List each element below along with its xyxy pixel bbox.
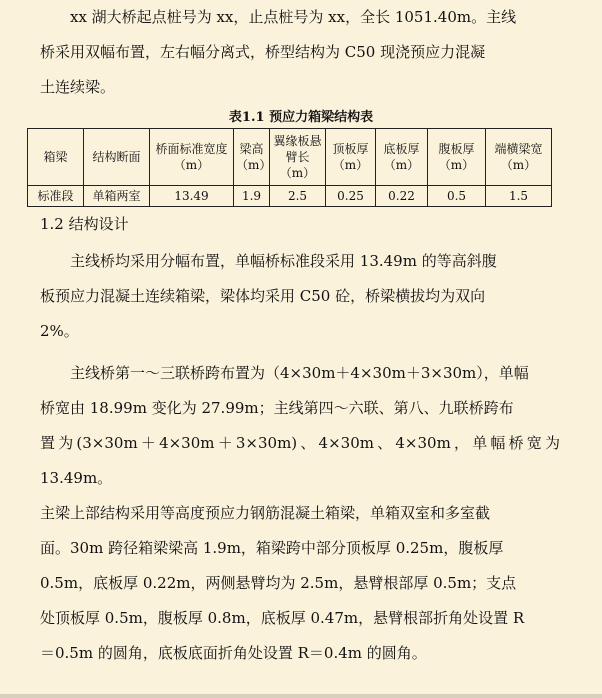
design-paragraph-1 — [40, 244, 560, 349]
box-girder-table — [27, 128, 552, 207]
paragraph-line: 面。30m 跨径箱梁梁高 1.9m，箱梁跨中部分顶板厚 0.25m，腹板厚 — [40, 539, 504, 557]
table-header-cell: 腹板厚（m） — [428, 129, 486, 186]
table-header-cell: 桥面标准宽度（m） — [150, 129, 234, 186]
intro-line: 土连续梁。 — [40, 78, 116, 96]
table-header-cell: 箱梁 — [28, 129, 84, 186]
table-cell: 1.9 — [234, 186, 270, 207]
paragraph-line: 主线桥第一～三联桥跨布置为（4×30m＋4×30m＋3×30m），单幅 — [70, 364, 529, 382]
table-header-cell: 端横梁宽（m） — [486, 129, 552, 186]
table-caption: 表1.1 预应力箱梁结构表 — [228, 110, 374, 125]
table-cell: 13.49 — [150, 186, 234, 207]
paragraph-line: 0.5m，底板厚 0.22m，两侧悬臂均为 2.5m，悬臂根部厚 0.5m；支点 — [40, 574, 517, 592]
table-cell: 1.5 — [486, 186, 552, 207]
paragraph-line: 2%。 — [40, 322, 79, 340]
intro-paragraph — [40, 0, 560, 105]
table-row — [28, 186, 552, 207]
paragraph-line: 处顶板厚 0.5m，腹板厚 0.8m，底板厚 0.47m，悬臂根部折角处设置 R — [40, 609, 525, 627]
table-cell: 0.22 — [376, 186, 428, 207]
intro-line: 桥采用双幅布置，左右幅分离式，桥型结构为 C50 现浇预应力混凝 — [40, 43, 486, 61]
paragraph-line: ＝0.5m 的圆角，底板底面折角处设置 R＝0.4m 的圆角。 — [40, 644, 427, 662]
paragraph-line: 主线桥均采用分幅布置，单幅桥标准段采用 13.49m 的等高斜腹 — [70, 252, 497, 270]
table-header-cell: 顶板厚（m） — [326, 129, 376, 186]
table-cell: 0.5 — [428, 186, 486, 207]
design-paragraph-2 — [40, 356, 560, 671]
table-header-cell: 梁高（m） — [234, 129, 270, 186]
table-cell: 标准段 — [28, 186, 84, 207]
paragraph-line: 桥宽由 18.99m 变化为 27.99m；主线第四～六联、第八、九联桥跨布 — [40, 399, 514, 417]
table-cell: 0.25 — [326, 186, 376, 207]
table-header-row — [28, 129, 552, 186]
table-header-cell: 结构断面 — [84, 129, 150, 186]
intro-line: xx 湖大桥起点桩号为 xx，止点桩号为 xx，全长 1051.40m。主线 — [70, 8, 517, 26]
table-header-cell: 底板厚（m） — [376, 129, 428, 186]
paragraph-line: 置为(3×30m＋4×30m＋3×30m)、4×30m、4×30m，单幅桥宽为 13.49m。 — [40, 434, 560, 487]
paragraph-line: 主梁上部结构采用等高度预应力钢筋混凝土箱梁，单箱双室和多室截 — [40, 504, 491, 522]
table-header-cell: 翼缘板悬臂长（m） — [270, 129, 326, 186]
table-cell: 2.5 — [270, 186, 326, 207]
page-bottom-divider — [0, 694, 602, 698]
section-heading: 1.2 结构设计 — [40, 215, 129, 233]
table-cell: 单箱两室 — [84, 186, 150, 207]
paragraph-line: 板预应力混凝土连续箱梁，梁体均采用 C50 砼，桥梁横拔均为双向 — [40, 287, 486, 305]
